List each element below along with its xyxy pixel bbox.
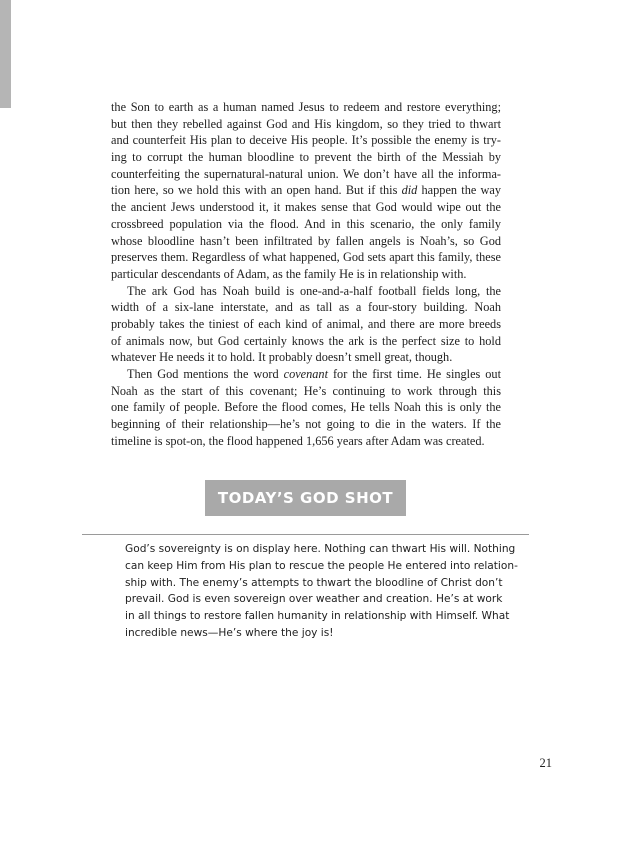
god-shot-line: ship with. The enemy’s attempts to thwart the bloodline of Christ don’t <box>125 576 503 589</box>
paragraph-line <box>111 182 501 199</box>
text-run: preserves them. Regardless of what happened, God sets apart this family, these <box>111 250 501 265</box>
paragraph-line <box>111 283 501 300</box>
text-run: but then they rebelled against God and His kingdom, so they tried to thwart <box>111 116 501 131</box>
god-shot-title: TODAY’S GOD SHOT <box>217 489 394 507</box>
text-run: one family of people. Before the flood comes, He tells Noah this is only the <box>111 400 501 415</box>
section-divider <box>82 534 529 535</box>
paragraph-line <box>111 99 501 116</box>
text-run: Noah as the start of this covenant; He’s continuing to work through this <box>111 383 501 398</box>
text-run: the Son to earth as a human named Jesus to redeem and restore everything; <box>111 100 501 114</box>
paragraph-line <box>111 399 501 416</box>
paragraph-line <box>111 266 501 283</box>
god-shot-line: can keep Him from His plan to rescue the people He entered into relation- <box>125 559 518 572</box>
paragraph-line <box>111 416 501 433</box>
paragraph-line <box>111 149 501 166</box>
emphasized-text: did <box>401 183 418 198</box>
text-run: The ark God has Noah build is one-and-a-half football fields long, the <box>127 283 501 298</box>
body-text <box>111 99 501 449</box>
paragraph-line <box>111 316 501 333</box>
text-run: for the first time. He singles out <box>328 367 501 381</box>
text-run: width of a six-lane interstate, and as tall as a four-story building. Noah <box>111 300 501 315</box>
paragraph-line <box>111 199 501 216</box>
page-edge-tab <box>0 0 11 108</box>
text-run: tion here, so we hold this with an open hand. But if this <box>111 183 402 198</box>
text-run: ing to corrupt the human bloodline to prevent the birth of the Messiah by <box>111 150 501 165</box>
text-run: happen the way <box>417 183 502 198</box>
paragraph-line <box>111 333 501 350</box>
text-run: Then God mentions the word <box>127 367 284 381</box>
text-run: whose bloodline hasn’t been infiltrated by fallen angels is Noah’s, so God <box>111 233 501 248</box>
paragraph-line <box>111 233 501 250</box>
text-run: the ancient Jews understood it, it makes sense that God would wipe out the <box>111 200 501 215</box>
text-run: and counterfeit His plan to deceive His people. It’s possible the enemy is try- <box>111 133 501 148</box>
emphasized-text: covenant <box>283 367 328 381</box>
paragraph-line <box>111 383 501 400</box>
god-shot-line: prevail. God is even sovereign over weather and creation. He’s at work <box>125 593 503 606</box>
paragraph-line <box>111 433 501 450</box>
text-run: crossbreed population via the flood. And in this scenario, the only family <box>111 216 501 231</box>
text-run: beginning of their relationship—he’s not going to die in the waters. If the <box>111 417 501 432</box>
text-run: counterfeiting the supernatural-natural union. We don’t have all the informa- <box>111 166 501 181</box>
paragraph-line <box>111 132 501 149</box>
god-shot-line: in all things to restore fallen humanity in relationship with Himself. What <box>125 610 510 623</box>
paragraph-line <box>111 116 501 133</box>
text-run: particular descendants of Adam, as the family He is in relationship with. <box>111 266 467 281</box>
page-number: 21 <box>539 756 552 770</box>
text-run: of animals now, but God certainly knows the ark is the perfect size to hold <box>111 333 501 348</box>
paragraph-line <box>111 216 501 233</box>
god-shot-line: God’s sovereignty is on display here. Nothing can thwart His will. Nothing <box>125 543 516 555</box>
text-run: whatever He needs it to hold. It probably doesn’t smell great, though. <box>111 350 453 365</box>
text-run: timeline is spot-on, the flood happened 1,656 years after Adam was created. <box>111 433 485 448</box>
paragraph-line <box>111 299 501 316</box>
god-shot-text <box>125 541 518 642</box>
god-shot-line: incredible news—He’s where the joy is! <box>125 626 334 639</box>
paragraph-line <box>111 166 501 183</box>
paragraph-line <box>111 366 501 383</box>
god-shot-banner <box>205 480 406 516</box>
text-run: probably takes the tiniest of each kind of animal, and there are more breeds <box>111 316 501 331</box>
paragraph-line <box>111 249 501 266</box>
paragraph-line <box>111 349 501 366</box>
